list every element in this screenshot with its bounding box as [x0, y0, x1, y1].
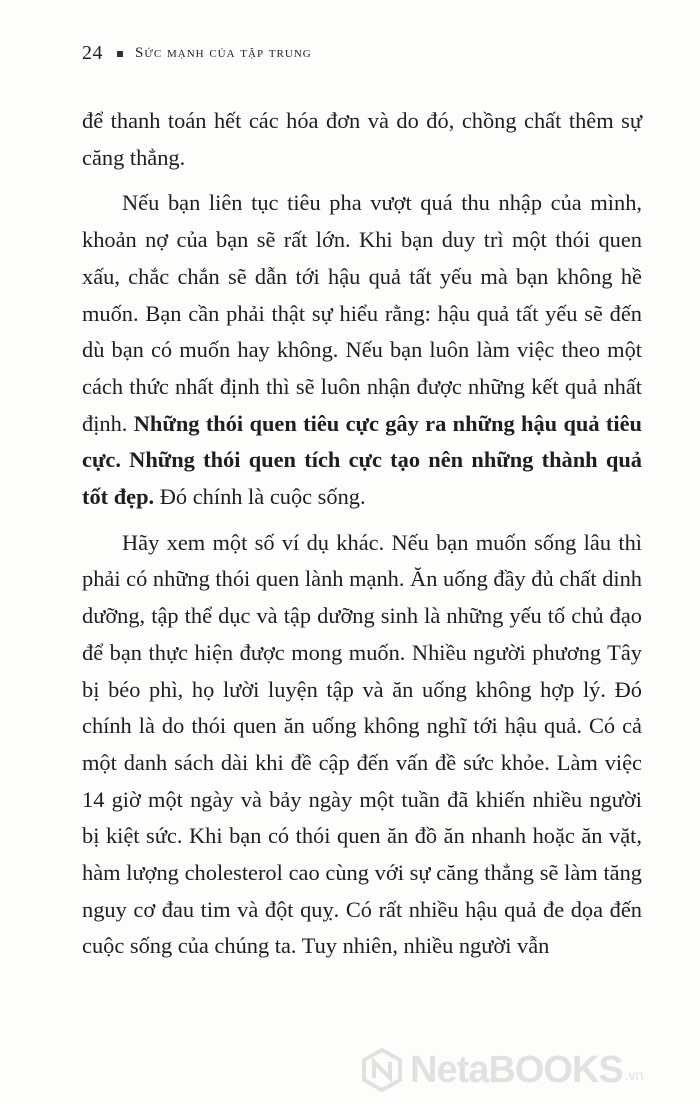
paragraph-continuation: để thanh toán hết các hóa đơn và do đó, chồng chất thêm sự căng thẳng.	[82, 108, 642, 170]
netabooks-logo-icon	[360, 1048, 404, 1092]
body-text	[82, 103, 642, 974]
header-separator-square-icon	[117, 51, 123, 57]
page-number: 24	[82, 42, 103, 64]
paragraph-consequences	[82, 185, 642, 515]
watermark-suffix: .vn	[624, 1067, 644, 1083]
paragraph-examples: Hãy xem một số ví dụ khác. Nếu bạn muốn sống lâu thì phải có những thói quen lành mạnh. Ăn uống đầy đủ chất dinh dưỡng, tập thể dục và tập dưỡng sinh là những yếu tố chủ đạo để bạn thực hiện được mong muốn. Nhiều người phương Tây bị béo phì, họ lười luyện tập và ăn uống không hợp lý. Đó chính là do thói quen ăn uống không nghĩ tới hậu quả. Có cả một danh sách dài khi đề cập đến vấn đề sức khỏe. Làm việc 14 giờ một ngày và bảy ngày một tuần đã khiến nhiều người bị kiệt sức. Khi bạn có thói quen ăn đồ ăn nhanh hoặc ăn vặt, hàm lượng cholesterol cao cùng với sự căng thẳng sẽ làm tăng nguy cơ đau tim và đột quỵ. Có rất nhiều hậu quả đe dọa đến cuộc sống của chúng ta. Tuy nhiên, nhiều người vẫn	[82, 529, 642, 959]
paragraph-text: Đó chính là cuộc sống.	[154, 484, 366, 510]
watermark	[360, 1048, 643, 1092]
running-header	[82, 42, 312, 65]
book-title: Sức mạnh của tập trung	[135, 45, 312, 61]
bold-emphasis: Những thói quen tiêu cực gây ra những hậu quả tiêu cực. Những thói quen tích cực tạo nên những thành quả tốt đẹp.	[82, 410, 642, 510]
watermark-brand: NetaBOOKS	[410, 1048, 623, 1091]
paragraph-text: Nếu bạn liên tục tiêu pha vượt quá thu nhập của mình, khoản nợ của bạn sẽ rất lớn. Khi bạn duy trì một thói quen xấu, chắc chắn sẽ dẫn tới hậu quả tất yếu mà bạn không hề muốn. Bạn cần phải thật sự hiểu rằng: hậu quả tất yếu sẽ đến dù bạn có muốn hay không. Nếu bạn luôn làm việc theo một cách thức nhất định thì sẽ luôn nhận được những kết quả nhất định.	[82, 190, 642, 436]
